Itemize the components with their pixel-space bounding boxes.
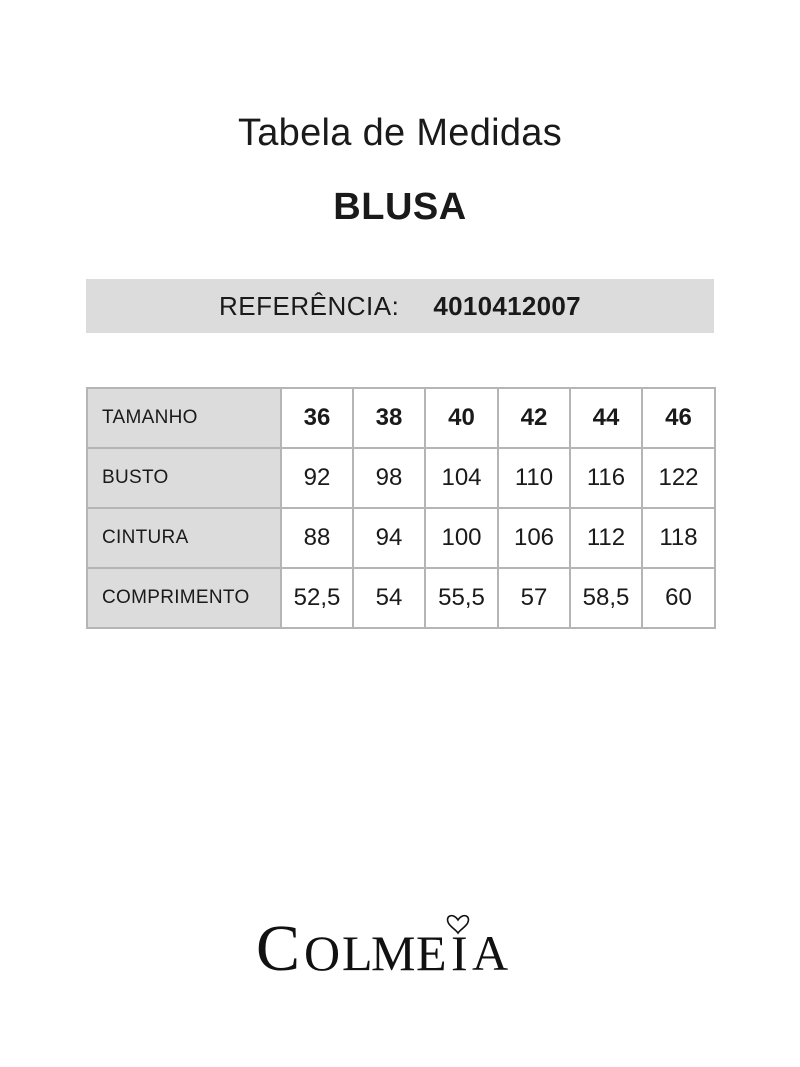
table-cell: 92	[281, 448, 353, 508]
table-cell: 60	[642, 568, 715, 628]
size-header-cell: 40	[425, 388, 498, 448]
size-header-cell: 38	[353, 388, 425, 448]
table-cell: 58,5	[570, 568, 642, 628]
size-header-cell: 44	[570, 388, 642, 448]
table-cell: 116	[570, 448, 642, 508]
svg-text:C: C	[256, 912, 301, 985]
reference-bar	[86, 279, 714, 333]
page-title: Tabela de Medidas	[237, 112, 563, 154]
table-cell: 55,5	[425, 568, 498, 628]
table-cell: 118	[642, 508, 715, 568]
table-cell: 104	[425, 448, 498, 508]
table-cell: 110	[498, 448, 570, 508]
table-cell: 57	[498, 568, 570, 628]
table-row-cintura	[87, 508, 715, 568]
brand-logo	[250, 898, 550, 988]
table-header-row	[87, 388, 715, 448]
row-label-busto: BUSTO	[87, 448, 281, 508]
svg-text:E: E	[416, 925, 447, 981]
table-cell: 98	[353, 448, 425, 508]
size-header-cell: 42	[498, 388, 570, 448]
table-cell: 54	[353, 568, 425, 628]
table-cell: 52,5	[281, 568, 353, 628]
table-cell: 88	[281, 508, 353, 568]
table-cell: 122	[642, 448, 715, 508]
table-row-comprimento	[87, 568, 715, 628]
row-label-cintura: CINTURA	[87, 508, 281, 568]
table-row-busto	[87, 448, 715, 508]
product-name: BLUSA	[333, 186, 467, 228]
row-label-tamanho: TAMANHO	[87, 388, 281, 448]
svg-text:L: L	[342, 925, 373, 981]
table-cell: 106	[498, 508, 570, 568]
size-header-cell: 46	[642, 388, 715, 448]
table-cell: 94	[353, 508, 425, 568]
reference-label: REFERÊNCIA:	[219, 290, 400, 321]
table-cell: 100	[425, 508, 498, 568]
size-table	[86, 387, 716, 629]
reference-value: 4010412007	[433, 290, 581, 321]
svg-text:A: A	[472, 925, 509, 981]
size-header-cell: 36	[281, 388, 353, 448]
row-label-comprimento: COMPRIMENTO	[87, 568, 281, 628]
svg-text:I: I	[451, 925, 468, 981]
svg-text:M: M	[371, 925, 416, 981]
svg-text:O: O	[304, 925, 341, 981]
table-cell: 112	[570, 508, 642, 568]
